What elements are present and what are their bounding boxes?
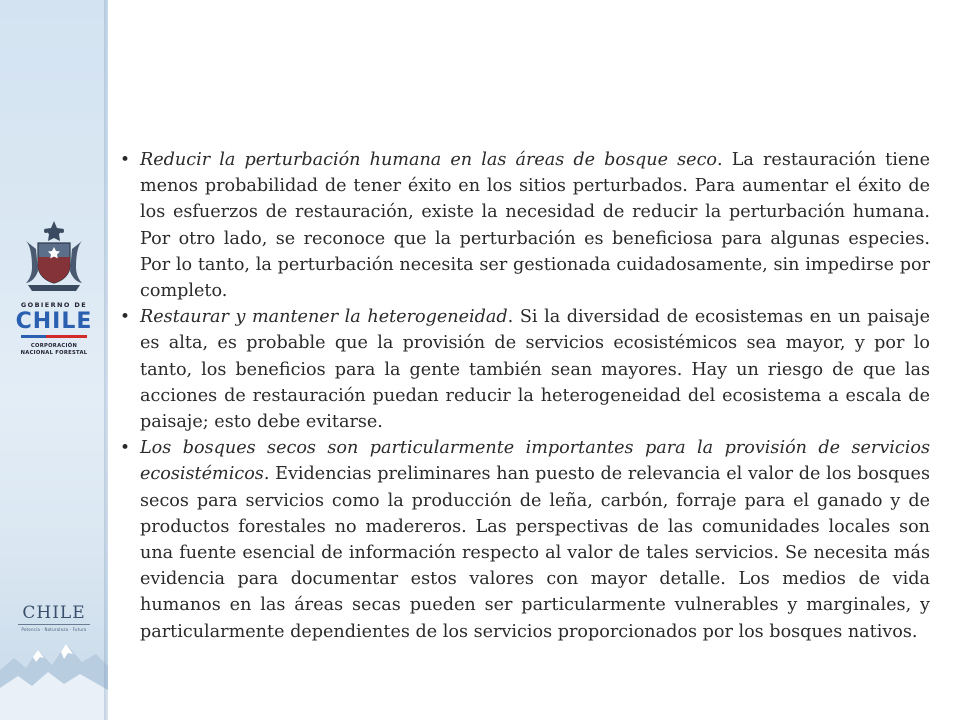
coat-of-arms-icon bbox=[14, 215, 94, 295]
bullet-lead: Reducir la perturbación humana en las áreas de bosque seco bbox=[140, 150, 718, 170]
chile-brand-tagline: Potencia · Naturaleza · Futuro bbox=[21, 627, 87, 632]
bullet-body: . La restauración tiene menos probabilidad de tener éxito en los sitios perturbados. Para aumentar el éxito de los esfuerzos de restauración, existe la necesidad de reducir la perturbación humana. Por otro lado, se reconoce que la perturbación es beneficiosa para algunas especies. Por lo tanto, la perturbación necesita ser gestionada cuidadosamente, sin impedirse por completo. bbox=[140, 150, 930, 302]
conaf-label bbox=[8, 343, 100, 357]
conaf-line-2: NACIONAL FORESTAL bbox=[20, 350, 88, 356]
bullet-body: . Si la diversidad de ecosistemas en un paisaje es alta, es probable que la provisión de servicios ecosistémicos sea mayor, y por lo tanto, los beneficios para la gente también sean mayores. Hay un riesgo de que las acciones de restauración puedan reducir la heterogeneidad del ecosistema a escala de paisaje; esto debe evitarse. bbox=[140, 307, 930, 433]
conaf-line-1: CORPORACIÓN bbox=[30, 343, 78, 349]
bullet-lead: Los bosques secos son particularmente importantes para la provisión de servicios ecosistémicos bbox=[140, 438, 930, 485]
chile-wordmark: CHILE bbox=[15, 309, 93, 334]
bullet-icon: • bbox=[119, 307, 131, 328]
list-item bbox=[118, 304, 930, 435]
main-content bbox=[118, 147, 930, 645]
chile-brand-logo bbox=[16, 604, 92, 632]
gobierno-de-label: GOBIERNO DE bbox=[20, 301, 88, 309]
gobierno-de-chile-logo bbox=[8, 215, 100, 357]
bullet-list bbox=[118, 147, 930, 645]
chile-flag-bar bbox=[21, 335, 87, 338]
bullet-body: . Evidencias preliminares han puesto de relevancia el valor de los bosques secos para servicios como la producción de leña, carbón, forraje para el ganado y de productos forestales no madereros. Las perspectivas de las comunidades locales son una fuente esencial de información respecto al valor de tales servicios. Se necesita más evidencia para documentar estos valores con mayor detalle. Los medios de vida humanos en las áreas secas pueden ser particularmente vulnerables y marginales, y particularmente dependientes de los servicios proporcionados por los bosques nativos. bbox=[140, 464, 930, 642]
chile-brand-rule bbox=[18, 624, 90, 625]
bullet-icon: • bbox=[119, 150, 131, 170]
list-item bbox=[118, 147, 930, 304]
left-sidebar bbox=[0, 0, 108, 720]
chile-brand-word: CHILE bbox=[22, 603, 86, 623]
bullet-lead: Restaurar y mantener la heterogeneidad bbox=[140, 307, 508, 328]
bullet-icon: • bbox=[119, 438, 131, 459]
list-item bbox=[118, 435, 930, 645]
sidebar-shadow-edge bbox=[104, 0, 108, 720]
